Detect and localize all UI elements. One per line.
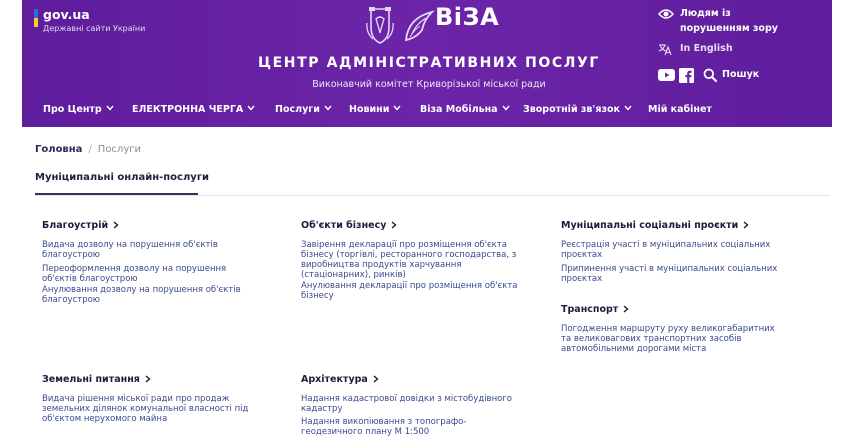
vision-impaired-link[interactable]: Людям із	[680, 8, 731, 19]
nav-item-viza-mobile[interactable]	[420, 104, 510, 115]
nav-item-about[interactable]	[43, 104, 114, 115]
service-link-line: Завірення декларації про розміщення об'єкта	[301, 240, 507, 250]
chevron-down-icon	[624, 105, 632, 111]
service-link-line: Погодження маршруту руху великогабаритних	[561, 324, 775, 334]
service-link[interactable]	[561, 240, 770, 260]
service-link[interactable]	[301, 417, 466, 437]
group-title-label: Благоустрій	[42, 220, 109, 231]
chevron-down-icon	[106, 105, 114, 111]
chevron-right-icon	[113, 221, 119, 229]
divider	[35, 195, 830, 196]
nav-item-label: Віза Мобільна	[420, 104, 498, 115]
service-link[interactable]	[561, 264, 777, 284]
service-link-line: об'єктом нерухомого майна	[42, 414, 168, 424]
group-title-label: Земельні питання	[42, 374, 140, 385]
service-link-line: проєктах	[561, 274, 603, 284]
youtube-icon[interactable]	[658, 69, 675, 81]
group-title-blagoustriy[interactable]	[42, 220, 119, 231]
service-link-line: Анулювання декларації про розміщення об'єкта	[301, 281, 518, 291]
chevron-right-icon	[623, 305, 629, 313]
vision-impaired-link-line2[interactable]: порушенням зору	[680, 23, 778, 34]
group-title-social-projects[interactable]	[561, 220, 749, 231]
chevron-right-icon	[145, 375, 151, 383]
breadcrumb-separator: /	[88, 144, 92, 155]
service-link-line: благоустрою	[42, 250, 100, 260]
service-link-line: Надання викопіювання з топографо-	[301, 417, 467, 427]
service-link-line: Надання кадастрової довідки з містобудівного	[301, 394, 512, 404]
nav-item-e-queue[interactable]	[132, 104, 255, 115]
site-header	[22, 0, 832, 127]
group-title-land[interactable]	[42, 374, 151, 385]
nav-item-news[interactable]	[349, 104, 401, 115]
breadcrumb-home-link[interactable]: Головна	[35, 144, 83, 155]
group-title-transport[interactable]	[561, 304, 629, 315]
service-link-line: земельних ділянок комунальної власності під	[42, 404, 249, 414]
gov-ua-title: gov.ua	[43, 7, 90, 22]
group-title-business[interactable]	[301, 220, 397, 231]
chevron-right-icon	[391, 221, 397, 229]
nav-item-label: Про Центр	[43, 104, 102, 115]
service-link-line: Припинення участі в муніципальних соціальних	[561, 264, 778, 274]
service-link-line: об'єктів благоустрою	[42, 274, 138, 284]
nav-item-label: ЕЛЕКТРОННА ЧЕРГА	[132, 104, 244, 115]
search-icon[interactable]	[703, 68, 717, 82]
group-title-architecture[interactable]	[301, 374, 379, 385]
tab-municipal-online-services[interactable]: Муніципальні онлайн-послуги	[35, 172, 210, 183]
group-title-label: Транспорт	[561, 304, 619, 315]
breadcrumb-current: Послуги	[97, 144, 141, 155]
service-link[interactable]	[561, 324, 775, 354]
facebook-icon[interactable]	[679, 68, 694, 83]
viza-logo-text: ВіЗА	[435, 3, 500, 31]
service-link-line: Видача рішення міської ради про продаж	[42, 394, 230, 404]
service-link-line: виробництва продуктів харчування	[301, 260, 462, 270]
language-switch-link[interactable]: In English	[680, 43, 733, 54]
nav-item-services[interactable]	[275, 104, 332, 115]
service-link[interactable]	[42, 394, 248, 424]
service-link-line: кадастру	[301, 404, 343, 414]
group-title-label: Муніципальні соціальні проєкти	[561, 220, 739, 231]
service-link[interactable]	[301, 281, 517, 301]
service-link-line: проєктах	[561, 250, 603, 260]
nav-item-cabinet[interactable]	[648, 104, 712, 115]
service-link-line: благоустрою	[42, 295, 100, 305]
service-link-line: Анулювання дозволу на порушення об'єктів	[42, 285, 241, 295]
service-link[interactable]	[42, 285, 241, 305]
group-title-label: Об'єкти бізнесу	[301, 220, 387, 231]
service-link[interactable]	[42, 240, 218, 260]
translate-icon[interactable]	[658, 43, 672, 56]
nav-item-label: Новини	[349, 104, 390, 115]
chevron-down-icon	[393, 105, 401, 111]
service-link[interactable]	[42, 264, 226, 284]
chevron-down-icon	[324, 105, 332, 111]
service-link-line: бізнесу (торгівлі, ресторанного господарства, з	[301, 250, 517, 260]
service-link-line: Видача дозволу на порушення об'єктів	[42, 240, 218, 250]
gov-ua-subtitle: Державні сайти України	[43, 24, 146, 33]
service-link-line: та великовагових транспортних засобів	[561, 334, 742, 344]
chevron-down-icon	[502, 105, 510, 111]
city-crest-icon	[365, 5, 395, 45]
search-link[interactable]: Пошук	[722, 69, 760, 80]
service-link[interactable]	[301, 240, 516, 280]
breadcrumb	[35, 144, 141, 155]
nav-item-label: Зворотній зв'язок	[523, 104, 620, 115]
nav-item-feedback[interactable]	[523, 104, 632, 115]
nav-item-label: Послуги	[275, 104, 320, 115]
service-link-line: геодезичного плану М 1:500	[301, 427, 430, 437]
chevron-down-icon	[247, 105, 255, 111]
service-link-line: автомобільними дорогами міста	[561, 344, 707, 354]
group-title-label: Архітектура	[301, 374, 368, 385]
page-subtitle: Виконавчий комітет Криворізької міської ради	[312, 79, 546, 90]
chevron-right-icon	[373, 375, 379, 383]
service-link[interactable]	[301, 394, 512, 414]
chevron-right-icon	[743, 221, 749, 229]
service-link-line: бізнесу	[301, 291, 334, 301]
eye-icon[interactable]	[658, 8, 674, 20]
service-link-line: Переоформлення дозволу на порушення	[42, 264, 227, 274]
page-title: ЦЕНТР АДМІНІСТРАТИВНИХ ПОСЛУГ	[258, 55, 600, 71]
viza-logo-icon	[402, 8, 436, 44]
nav-item-label: Мій кабінет	[648, 104, 712, 115]
main-nav	[22, 104, 832, 120]
service-link-line: Реєстрація участі в муніципальних соціальних	[561, 240, 771, 250]
service-link-line: (стаціонарних), ринків)	[301, 270, 406, 280]
ukraine-flag-icon	[34, 9, 38, 27]
